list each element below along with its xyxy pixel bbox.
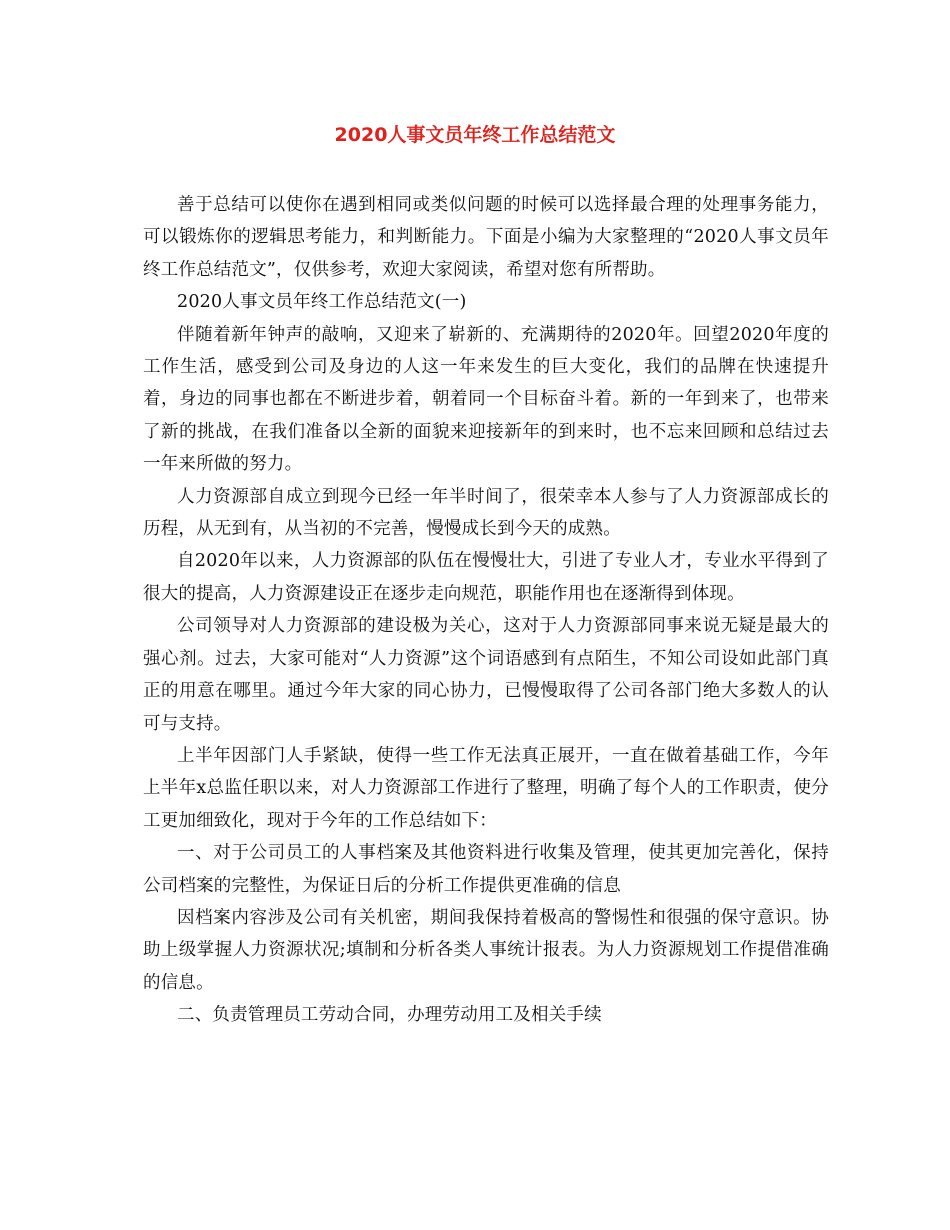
document-body: [143, 189, 829, 1032]
document-title: 2020人事文员年终工作总结范文: [334, 124, 616, 146]
body-paragraph: 人力资源部自成立到现今已经一年半时间了，很荣幸本人参与了人力资源部成长的历程，从无到有，从当初的不完善，慢慢成长到今天的成熟。: [143, 486, 829, 540]
list-item-heading: 一、对于公司员工的人事档案及其他资料进行收集及管理，使其更加完善化，保持公司档案的完整性，为保证日后的分析工作提供更准确的信息: [143, 843, 829, 896]
list-item-heading: 二、负责管理员工劳动合同，办理劳动用工及相关手续: [177, 1005, 602, 1026]
section-heading: 2020人事文员年终工作总结范文(一): [177, 292, 467, 313]
body-paragraph: 伴随着新年钟声的敲响，又迎来了崭新的、充满期待的2020年。回望2020年度的工作生活，感受到公司及身边的人这一年来发生的巨大变化，我们的品牌在快速提升着，身边的同事也都在不断进步着，朝着同一个目标奋斗着。新的一年到来了，也带来了新的挑战，在我们准备以全新的面貌来迎接新年的到来时，也不忘来回顾和总结过去一年来所做的努力。: [143, 324, 829, 475]
body-paragraph: 自2020年以来，人力资源部的队伍在慢慢壮大，引进了专业人才，专业水平得到了很大的提高，人力资源建设正在逐步走向规范，职能作用也在逐渐得到体现。: [143, 551, 829, 604]
intro-paragraph: 善于总结可以使你在遇到相同或类似问题的时候可以选择最合理的处理事务能力，可以锻炼你的逻辑思考能力，和判断能力。下面是小编为大家整理的“2020人事文员年终工作总结范文”，仅供参考，欢迎大家阅读，希望对您有所帮助。: [143, 195, 829, 280]
body-paragraph: 上半年因部门人手紧缺，使得一些工作无法真正展开，一直在做着基础工作，今年上半年x总监任职以来，对人力资源部工作进行了整理，明确了每个人的工作职责，使分工更加细致化，现对于今年的工作总结如下：: [143, 745, 829, 831]
body-paragraph: 公司领导对人力资源部的建设极为关心，这对于人力资源部同事来说无疑是最大的强心剂。过去，大家可能对“人力资源”这个词语感到有点陌生，不知公司设如此部门真正的用意在哪里。通过今年大家的同心协力，已慢慢取得了公司各部门绝大多数人的认可与支持。: [143, 616, 829, 734]
body-paragraph: 因档案内容涉及公司有关机密，期间我保持着极高的警惕性和很强的保守意识。协助上级掌握人力资源状况;填制和分析各类人事统计报表。为人力资源规划工作提借准确的信息。: [143, 907, 829, 993]
